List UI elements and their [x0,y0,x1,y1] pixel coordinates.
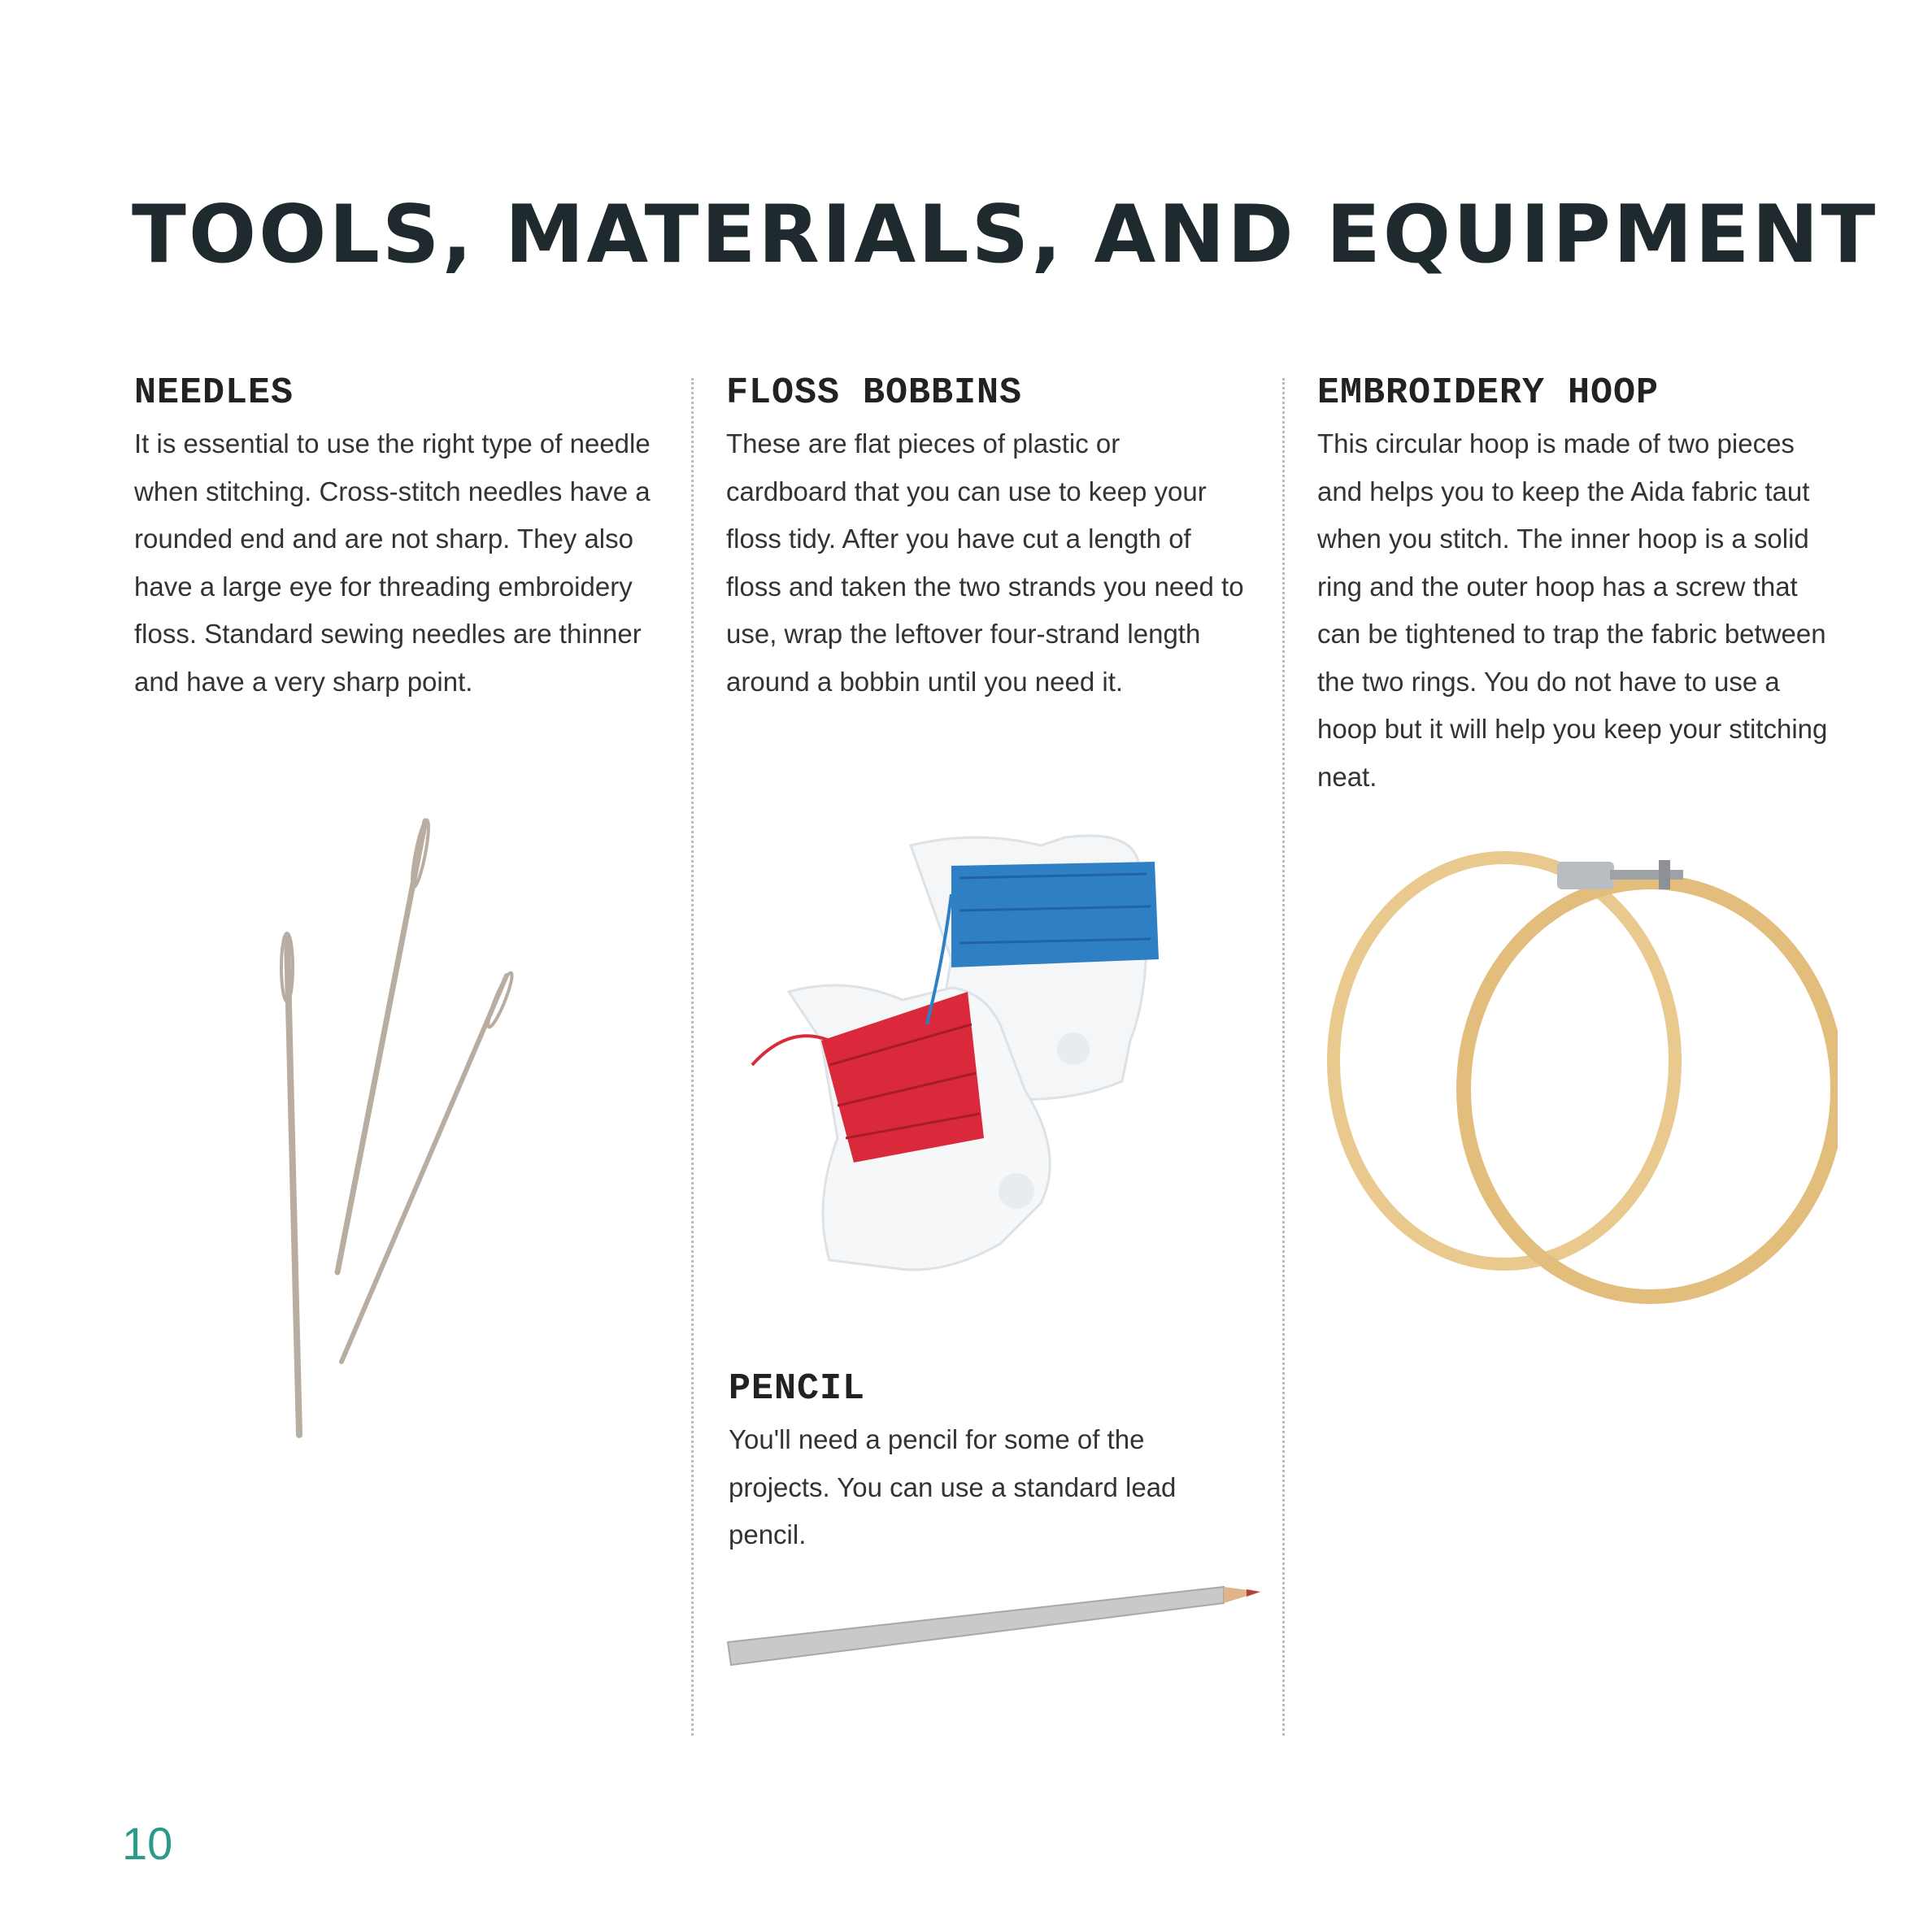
section-heading: FLOSS BOBBINS [726,372,1023,414]
section-heading: PENCIL [729,1368,866,1410]
section-heading: NEEDLES [134,372,294,414]
pencil-image [720,1577,1273,1675]
section-pencil [729,1368,1200,1559]
section-body: These are flat pieces of plastic or cardboard that you can use to keep your floss tidy. After you have cut a length of floss and taken the two strands you need to use, wrap the leftover four-strand length around a bobbin until you need it. [726,428,1244,697]
section-body: You'll need a pencil for some of the projects. You can use a standard lead pencil. [729,1424,1177,1549]
section-needles [134,372,655,706]
section-body: This circular hoop is made of two pieces and helps you to keep the Aida fabric taut when you stitch. The inner hoop is a solid ring and the outer hoop has a screw that can be tightened to trap the fabric between the two rings. You do not have to use a hoop but it will help you keep your stitching neat. [1317,428,1828,792]
embroidery-hoop-image [1317,845,1838,1317]
column-divider [1282,378,1285,1736]
section-embroidery-hoop [1317,372,1838,801]
page-title: TOOLS, MATERIALS, AND EQUIPMENT [132,189,1878,281]
floss-bobbins-image [740,797,1220,1293]
column-divider [691,378,694,1736]
needles-image [260,805,520,1455]
section-floss-bobbins [726,372,1247,706]
page-number: 10 [122,1818,173,1869]
section-body: It is essential to use the right type of needle when stitching. Cross-stitch needles have a rounded end and are not sharp. They also have a large eye for threading embroidery floss. Standard sewing needles are thinner and have a very sharp point. [134,428,651,697]
section-heading: EMBROIDERY HOOP [1317,372,1660,414]
